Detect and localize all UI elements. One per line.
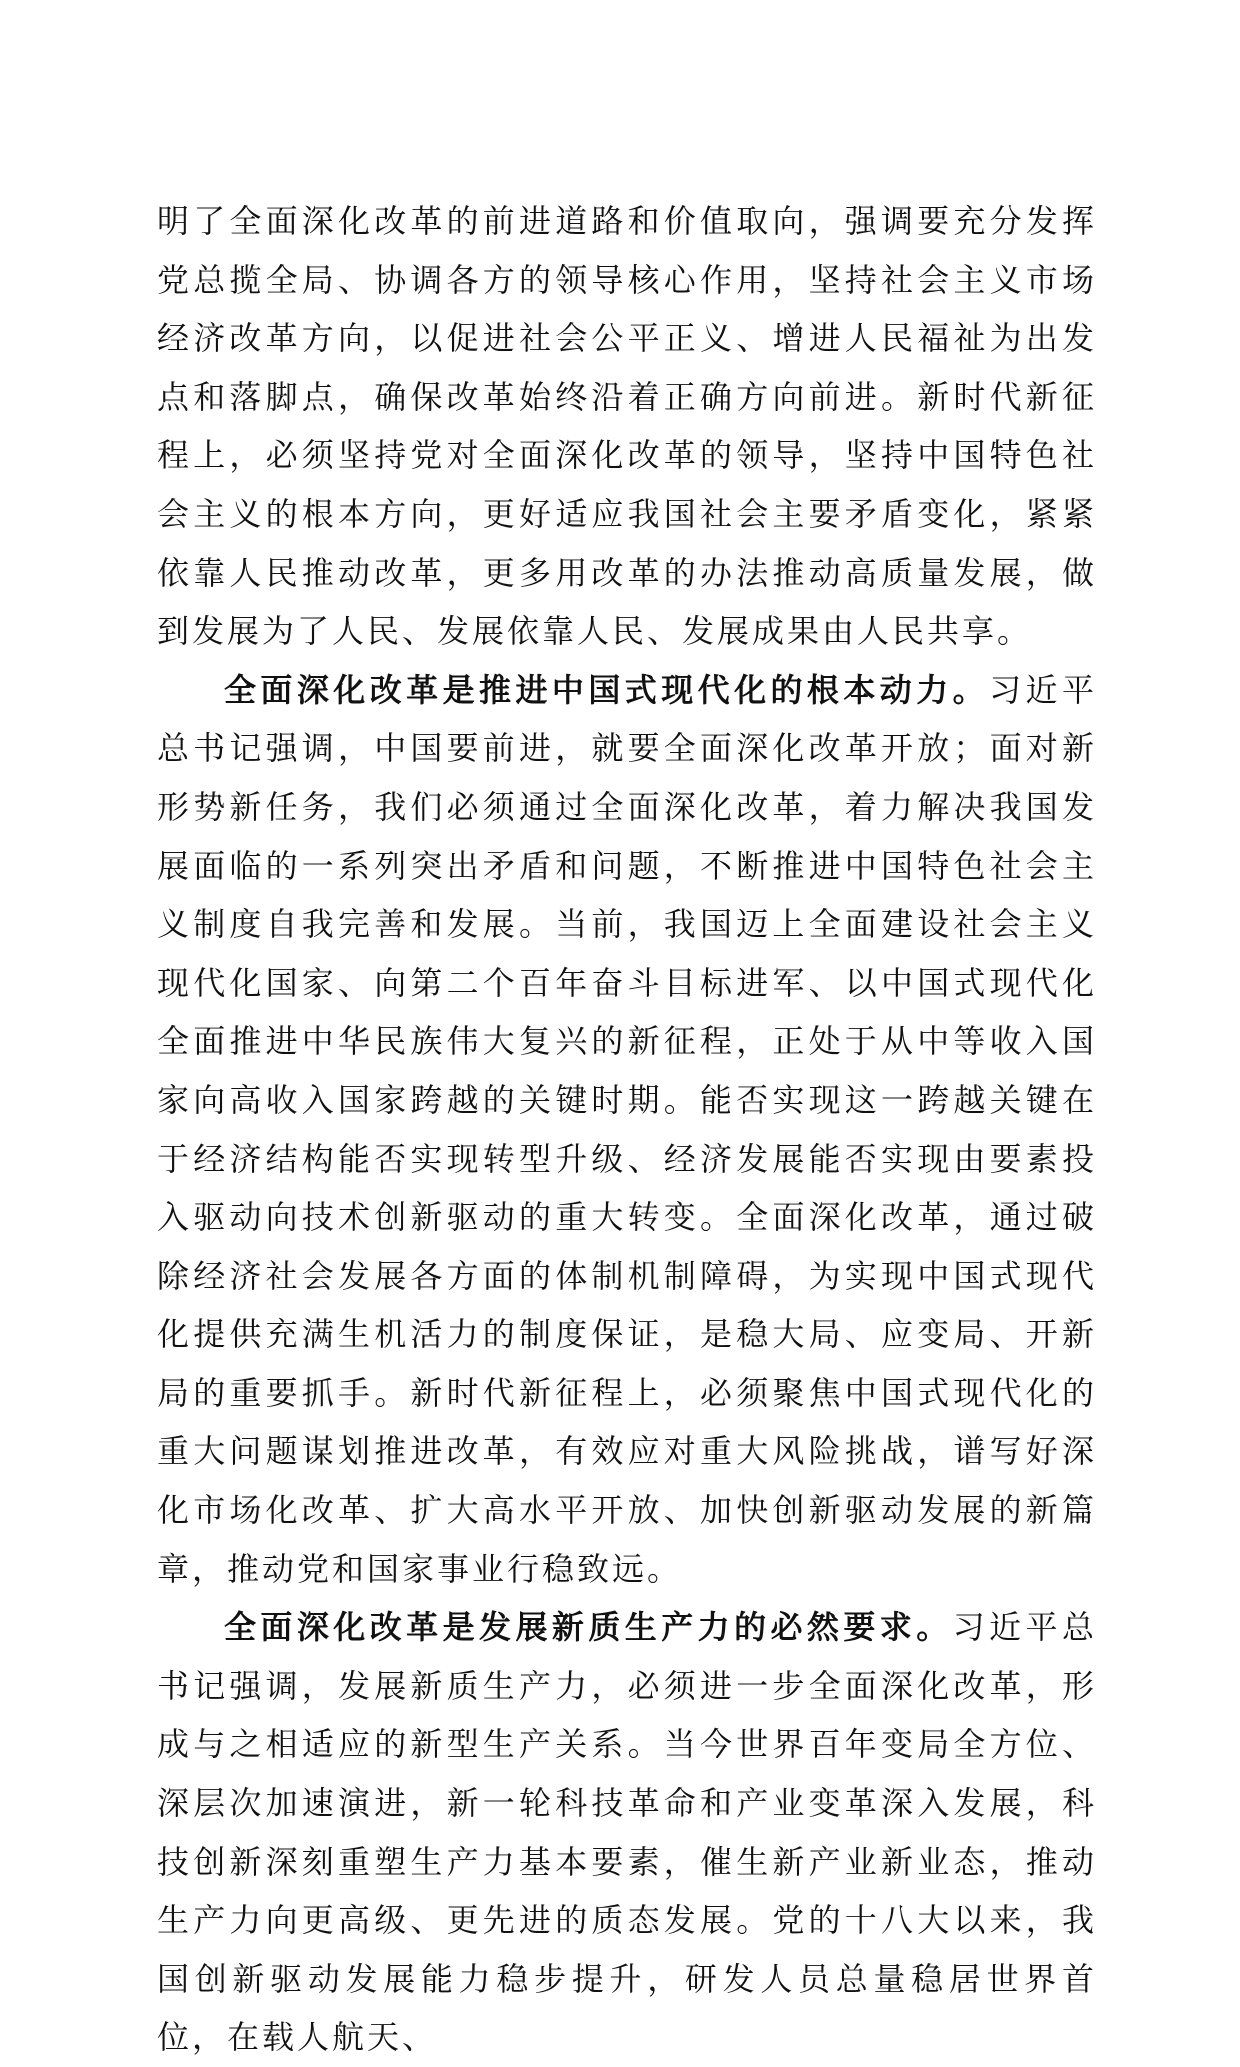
paragraph-2-text: 习近平总书记强调，中国要前进，就要全面深化改革开放；面对新形势新任务，我们必须通过全面深化改革，着力解决我国发展面临的一系列突出矛盾和问题，不断推进中国特色社会主义制度自我完善和发展。当前，我国迈上全面建设社会主义现代化国家、向第二个百年奋斗目标进军、以中国式现代化全面推进中华民族伟大复兴的新征程，正处于从中等收入国家向高收入国家跨越的关键时期。能否实现这一跨越关键在于经济结构能否实现转型升级、经济发展能否实现由要素投入驱动向技术创新驱动的重大转变。全面深化改革，通过破除经济社会发展各方面的体制机制障碍，为实现中国式现代化提供充满生机活力的制度保证，是稳大局、应变局、开新局的重要抓手。新时代新征程上，必须聚焦中国式现代化的重大问题谋划推进改革，有效应对重大风险挑战，谱写好深化市场化改革、扩大高水平开放、加快创新驱动发展的新篇章，推动党和国家事业行稳致远。 [157, 670, 1097, 1588]
paragraph-3-text: 习近平总书记强调，发展新质生产力，必须进一步全面深化改革，形成与之相适应的新型生产关系。当今世界百年变局全方位、深层次加速演进，新一轮科技革命和产业变革深入发展，科技创新深刻重塑生产力基本要素，催生新产业新业态，推动生产力向更高级、更先进的质态发展。党的十八大以来，我国创新驱动发展能力稳步提升，研发人员总量稳居世界首位，在载人航天、 [157, 1608, 1097, 2057]
paragraph-3-lead: 全面深化改革是发展新质生产力的必然要求。 [224, 1608, 953, 1647]
paragraph-1 [157, 192, 1097, 661]
paragraph-2 [157, 661, 1097, 1599]
paragraph-1-text: 明了全面深化改革的前进道路和价值取向，强调要充分发挥党总揽全局、协调各方的领导核心作用，坚持社会主义市场经济改革方向，以促进社会公平正义、增进人民福祉为出发点和落脚点，确保改革始终沿着正确方向前进。新时代新征程上，必须坚持党对全面深化改革的领导，坚持中国特色社会主义的根本方向，更好适应我国社会主要矛盾变化，紧紧依靠人民推动改革，更多用改革的办法推动高质量发展，做到发展为了人民、发展依靠人民、发展成果由人民共享。 [157, 202, 1097, 651]
paragraph-3 [157, 1598, 1097, 2067]
body-text [157, 192, 1097, 2067]
paragraph-2-lead: 全面深化改革是推进中国式现代化的根本动力。 [224, 670, 990, 709]
